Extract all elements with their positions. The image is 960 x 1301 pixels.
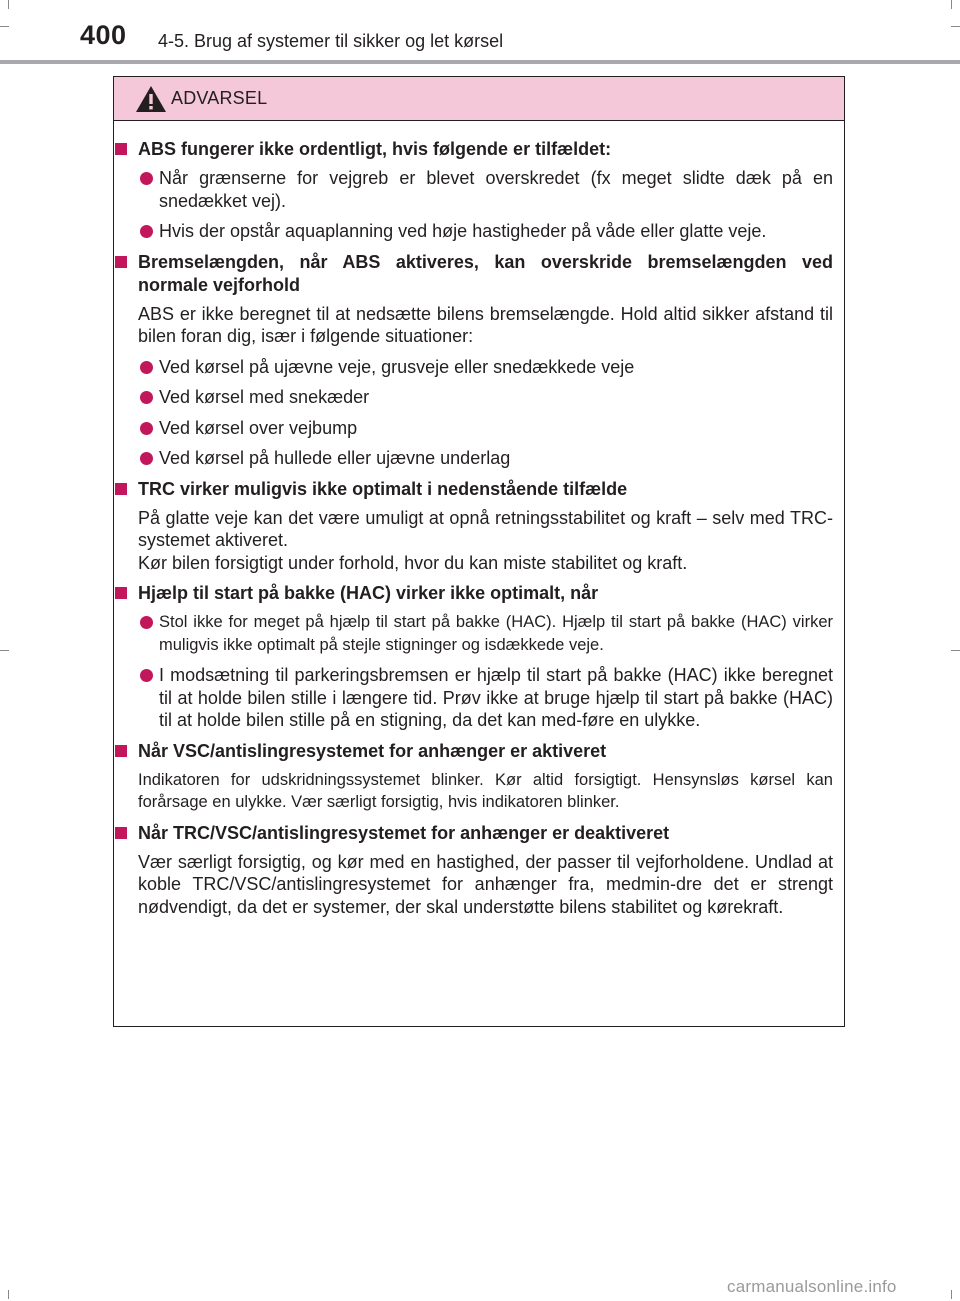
- circle-bullet-icon: [140, 452, 153, 465]
- crop-mark: [0, 650, 9, 651]
- section-heading: Hjælp til start på bakke (HAC) virker ikke optimalt, når: [127, 582, 833, 605]
- section-paragraph: ABS er ikke beregnet til at nedsætte bilens bremselængde. Hold altid sikker afstand til bilen foran dig, især i følgende situationer:: [138, 303, 833, 346]
- section-heading: Når TRC/VSC/antislingresystemet for anhænger er deaktiveret: [127, 822, 833, 845]
- circle-bullet-icon: [140, 422, 153, 435]
- list-item: Ved kørsel over vejbump: [127, 417, 833, 440]
- warning-title: ADVARSEL: [171, 88, 268, 108]
- section-paragraph: Vær særligt forsigtig, og kør med en hastighed, der passer til vejforholdene. Undlad at koble TRC/VSC/antislingresystemet for anhænger fra, medmin-dre det er strengt nødvendigt, da det er systemer, der skal understøtte bilens stabilitet og kørekraft.: [138, 851, 833, 917]
- section-heading: Når VSC/antislingresystemet for anhænger er aktiveret: [127, 740, 833, 763]
- warning-box: [113, 76, 845, 1027]
- section-paragraph: Kør bilen forsigtigt under forhold, hvor du kan miste stabilitet og kraft.: [138, 552, 688, 573]
- circle-bullet-icon: [140, 225, 153, 238]
- section-paragraph: På glatte veje kan det være umuligt at opnå retningsstabilitet og kraft – selv med TRC-systemet aktiveret.: [138, 507, 833, 550]
- list-item: Ved kørsel på ujævne veje, grusveje eller snedækkede veje: [127, 356, 833, 379]
- page-number: 400: [80, 20, 127, 50]
- warning-triangle-icon: [135, 85, 167, 113]
- square-bullet-icon: [115, 143, 127, 155]
- square-bullet-icon: [115, 256, 127, 268]
- page-header: [0, 0, 960, 66]
- header-rule: [0, 60, 960, 64]
- section-heading: ABS fungerer ikke ordentligt, hvis følgende er tilfældet:: [127, 138, 833, 161]
- warning-body: [114, 123, 843, 918]
- list-item: Ved kørsel med snekæder: [127, 386, 833, 409]
- section-paragraph: Indikatoren for udskridningssystemet blinker. Kør altid forsigtigt. Hensynsløs kørsel kan forårsage en ulykke. Vær særligt forsigtig, hvis indikatoren blinker.: [138, 770, 833, 811]
- list-item: Når grænserne for vejgreb er blevet overskredet (fx meget slidte dæk på en snedækket vej).: [127, 167, 833, 212]
- square-bullet-icon: [115, 483, 127, 495]
- square-bullet-icon: [115, 827, 127, 839]
- watermark: carmanualsonline.info: [727, 1277, 897, 1296]
- crop-mark: [951, 1290, 952, 1299]
- circle-bullet-icon: [140, 361, 153, 374]
- crop-mark: [8, 1290, 9, 1299]
- circle-bullet-icon: [140, 616, 153, 629]
- list-item: Stol ikke for meget på hjælp til start på bakke (HAC). Hjælp til start på bakke (HAC) virker muligvis ikke optimalt på stejle stigninger og isdækkede veje.: [127, 611, 833, 656]
- warning-header: [114, 77, 844, 121]
- circle-bullet-icon: [140, 391, 153, 404]
- circle-bullet-icon: [140, 669, 153, 682]
- section-heading: Bremselængden, når ABS aktiveres, kan overskride bremselængden ved normale vejforhold: [127, 251, 833, 297]
- square-bullet-icon: [115, 745, 127, 757]
- list-item: Ved kørsel på hullede eller ujævne underlag: [127, 447, 833, 470]
- section-title: 4-5. Brug af systemer til sikker og let kørsel: [158, 31, 504, 51]
- square-bullet-icon: [115, 587, 127, 599]
- circle-bullet-icon: [140, 172, 153, 185]
- section-heading: TRC virker muligvis ikke optimalt i nedenstående tilfælde: [127, 478, 833, 501]
- list-item: Hvis der opstår aquaplanning ved høje hastigheder på våde eller glatte veje.: [127, 220, 833, 243]
- crop-mark: [951, 650, 960, 651]
- list-item: I modsætning til parkeringsbremsen er hjælp til start på bakke (HAC) ikke beregnet til at holde bilen stille i længere tid. Prøv ikke at bruge hjælp til start på bakke (HAC) til at holde bilen stille på en stigning, da det kan med-føre en ulykke.: [127, 664, 833, 732]
